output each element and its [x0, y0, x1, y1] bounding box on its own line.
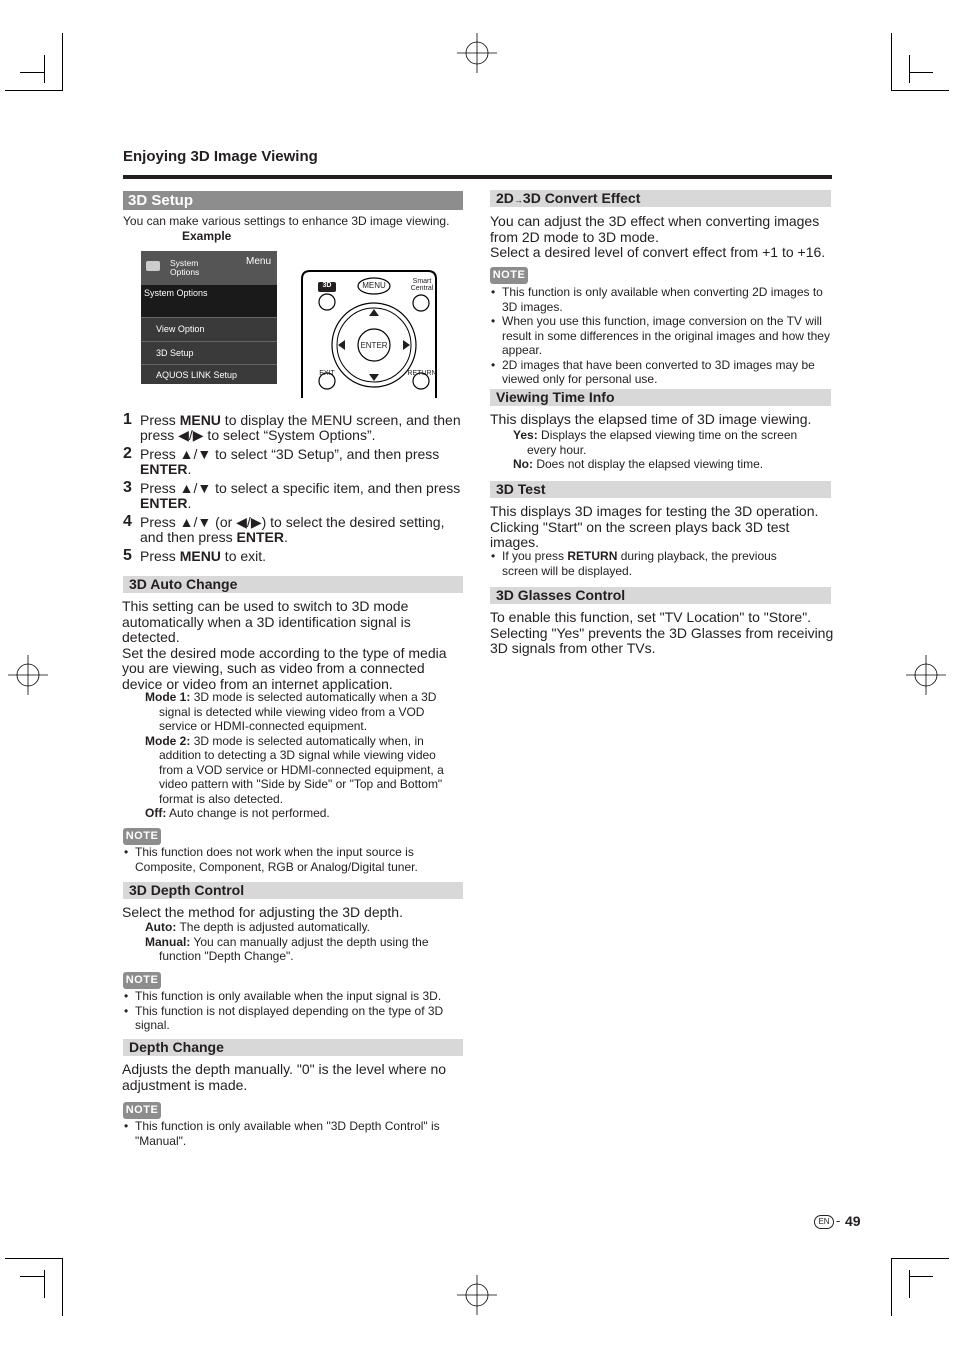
option-label: No:: [513, 457, 533, 471]
auto-change-text2: Set the desired mode according to the type of media you are viewing, such as video from a connected device or video from an internet application.: [122, 644, 447, 692]
option-label: Manual:: [145, 934, 191, 949]
crop-mark: [891, 1258, 949, 1259]
crop-mark: [891, 1258, 892, 1316]
step-text: to display the MENU screen, and then press ◀/▶ to select “System Options”.: [140, 412, 461, 443]
option-label: Off:: [145, 806, 167, 820]
convert-effect-text: [490, 214, 831, 261]
crop-mark: [909, 72, 933, 73]
menu-item[interactable]: [141, 364, 277, 385]
step: [123, 549, 466, 564]
step: [123, 515, 466, 544]
remote-3d-label: 3D: [322, 282, 332, 289]
section-heading-convert-effect: [490, 190, 831, 207]
option-text: 3D mode is selected automatically when, in addition to detecting a 3D signal while viewing video from a VOD service or HDMI-connected equipment, a video pattern with "Side by Side" or "Top and Bottom" format is also detected.: [159, 733, 444, 806]
crop-mark: [909, 1270, 910, 1298]
option-text: Displays the elapsed viewing time on the screen every hour.: [527, 428, 798, 457]
auto-change-options: [145, 690, 463, 821]
note-item: • When you use this function, image conversion on the TV will result in some differences in the original images and how they appear.: [490, 314, 832, 358]
step-key: ENTER: [140, 460, 188, 477]
option-item: [145, 690, 463, 734]
note-badge: NOTE: [490, 267, 528, 284]
step-key: MENU: [179, 412, 221, 428]
crop-mark: [909, 55, 910, 83]
step-number: 4: [123, 513, 132, 530]
step-text: .: [283, 528, 288, 545]
step-key: MENU: [179, 548, 221, 564]
auto-change-text1: This setting can be used to switch to 3D mode automatically when a 3D identification signal is detected.: [122, 598, 411, 645]
crop-mark: [891, 33, 892, 91]
option-item: [145, 920, 463, 935]
crop-mark: [891, 90, 949, 91]
step-text: Press ▲/▼ (or ◀/▶) to select the desired setting, and then press: [140, 514, 445, 545]
auto-change-notes: [123, 845, 463, 874]
example-label: Example: [182, 229, 232, 243]
section-heading-auto-change: 3D Auto Change: [123, 576, 463, 593]
option-label: Yes:: [513, 428, 538, 442]
menu-title: System Options: [144, 288, 208, 298]
convert-text1: You can adjust the 3D effect when converting images from 2D mode to 3D mode.: [490, 213, 820, 245]
step-number: 1: [123, 411, 132, 428]
step: [123, 447, 466, 476]
crop-mark: [20, 1276, 44, 1277]
depth-control-options: [145, 920, 463, 964]
remote-enter-label: ENTER: [360, 341, 388, 350]
page-separator: -: [836, 1213, 841, 1228]
step-number: 5: [123, 547, 132, 564]
depth-control-text: Select the method for adjusting the 3D depth.: [122, 904, 403, 920]
note-text: If you press: [502, 549, 568, 563]
menu-title-row: [141, 285, 277, 317]
convert-effect-notes: [490, 285, 832, 387]
registration-mark-icon: [457, 1275, 497, 1315]
note-item: • This function does not work when the input source is Composite, Component, RGB or Analog/Digital tuner.: [123, 845, 463, 874]
depth-control-notes: [123, 989, 463, 1033]
remote-exit-label: EXIT: [319, 370, 335, 377]
option-text: Does not display the elapsed viewing time.: [536, 457, 764, 471]
note-text: during playback, the previous screen will be displayed.: [502, 549, 777, 578]
step-text: to exit.: [220, 548, 267, 564]
convert-arrow-icon: →: [513, 195, 523, 205]
option-text: The depth is adjusted automatically.: [179, 920, 371, 934]
chapter-title: Enjoying 3D Image Viewing: [123, 148, 318, 165]
crop-mark: [5, 90, 63, 91]
menu-item[interactable]: [141, 341, 277, 365]
crop-mark: [20, 72, 44, 73]
section-heading-3d-test: 3D Test: [490, 481, 831, 498]
note-badge: NOTE: [123, 1102, 161, 1119]
menu-header-left: [170, 259, 199, 277]
step-key: ENTER: [140, 494, 188, 511]
page-number: 49: [845, 1213, 861, 1229]
menu-item[interactable]: [141, 317, 277, 341]
steps-list: [123, 413, 466, 569]
section-heading-glasses-control: 3D Glasses Control: [490, 587, 831, 604]
viewing-time-options: [513, 428, 813, 472]
depth-change-text: Adjusts the depth manually. "0" is the level where no adjustment is made.: [122, 1061, 447, 1093]
crop-mark: [62, 33, 63, 91]
registration-mark-icon: [457, 33, 497, 73]
step-text: .: [187, 460, 192, 477]
option-item: [513, 428, 813, 457]
step-text: Press: [140, 548, 180, 564]
remote-return-label: RETURN: [407, 370, 437, 377]
option-text: Auto change is not performed.: [169, 806, 330, 820]
menu-screen: [141, 251, 277, 384]
option-item: [145, 806, 463, 821]
crop-mark: [909, 1276, 933, 1277]
note-item: • This function is not displayed depending on the type of 3D signal.: [123, 1004, 463, 1033]
step-text: Press ▲/▼ to select “3D Setup”, and then press: [140, 446, 440, 462]
crop-mark: [62, 1258, 63, 1316]
registration-mark-icon: [906, 655, 946, 695]
viewing-time-text: This displays the elapsed time of 3D image viewing.: [490, 411, 812, 427]
option-text: 3D mode is selected automatically when a 3D signal is detected while viewing video from a VOD service or HDMI-connected equipment.: [159, 690, 437, 733]
menu-header-line2: Options: [170, 267, 200, 277]
remote-menu-label: MENU: [362, 281, 386, 290]
note-badge: NOTE: [123, 972, 161, 989]
step: [123, 481, 466, 510]
registration-mark-icon: [8, 655, 48, 695]
section-heading-viewing-time: Viewing Time Info: [490, 389, 831, 406]
glasses-text: To enable this function, set "TV Location" to "Store". Selecting "Yes" prevents the 3D Glasses from receiving 3D signals from other TVs.: [490, 609, 834, 656]
section-heading-3d-setup: 3D Setup: [123, 191, 463, 210]
test-text: This displays 3D images for testing the 3D operation. Clicking "Start" on the screen plays back 3D test images.: [490, 503, 819, 550]
header-rule: [123, 175, 832, 179]
menu-header-right: Menu: [245, 256, 271, 267]
setup-intro: You can make various settings to enhance 3D image viewing.: [123, 214, 450, 228]
crop-mark: [5, 1258, 63, 1259]
crop-mark: [44, 55, 45, 83]
step-key: ENTER: [236, 528, 284, 545]
crop-mark: [44, 1270, 45, 1298]
step-text: .: [187, 494, 192, 511]
step-text: Press: [140, 412, 180, 428]
system-options-icon: [146, 261, 160, 271]
convert-text2: Select a desired level of convert effect from +1 to +16.: [490, 244, 826, 260]
menu-item-label: View Option: [156, 324, 205, 334]
test-notes: [490, 549, 810, 578]
section-heading-depth-change: Depth Change: [123, 1039, 463, 1056]
note-item: [490, 549, 810, 578]
remote-smart-line1: Smart: [412, 278, 432, 285]
option-item: [513, 457, 813, 472]
note-key: RETURN: [567, 549, 618, 563]
note-item: • 2D images that have been converted to 3D images may be viewed only for personal use.: [490, 358, 832, 387]
option-item: [145, 734, 463, 807]
menu-header-line1: System: [170, 258, 199, 268]
note-badge: NOTE: [123, 828, 161, 845]
note-item: • This function is only available when converting 2D images to 3D images.: [490, 285, 832, 314]
remote-smart-label: [407, 278, 437, 292]
option-label: Mode 1:: [145, 690, 191, 704]
note-item: • This function is only available when "3D Depth Control" is "Manual".: [123, 1119, 463, 1148]
step-number: 3: [123, 479, 132, 496]
step-text: Press ▲/▼ to select a specific item, and then press: [140, 480, 461, 496]
menu-header: [141, 251, 277, 285]
menu-item-label: 3D Setup: [156, 348, 194, 358]
step-number: 2: [123, 445, 132, 462]
depth-change-notes: [123, 1119, 463, 1148]
convert-heading-pre: 2D: [496, 190, 514, 206]
auto-change-text: [122, 599, 460, 692]
option-label: Auto:: [145, 920, 177, 934]
option-label: Mode 2:: [145, 733, 191, 748]
language-badge-icon: EN: [814, 1215, 834, 1229]
remote-smart-line2: Central: [410, 285, 434, 292]
option-item: [145, 935, 463, 964]
section-heading-depth-control: 3D Depth Control: [123, 882, 463, 899]
option-text: You can manually adjust the depth using the function "Depth Change".: [159, 934, 429, 963]
note-item: • This function is only available when the input signal is 3D.: [123, 989, 463, 1004]
convert-heading-post: 3D Convert Effect: [522, 190, 641, 206]
step: [123, 413, 466, 442]
menu-item-label: AQUOS LINK Setup: [156, 370, 238, 380]
